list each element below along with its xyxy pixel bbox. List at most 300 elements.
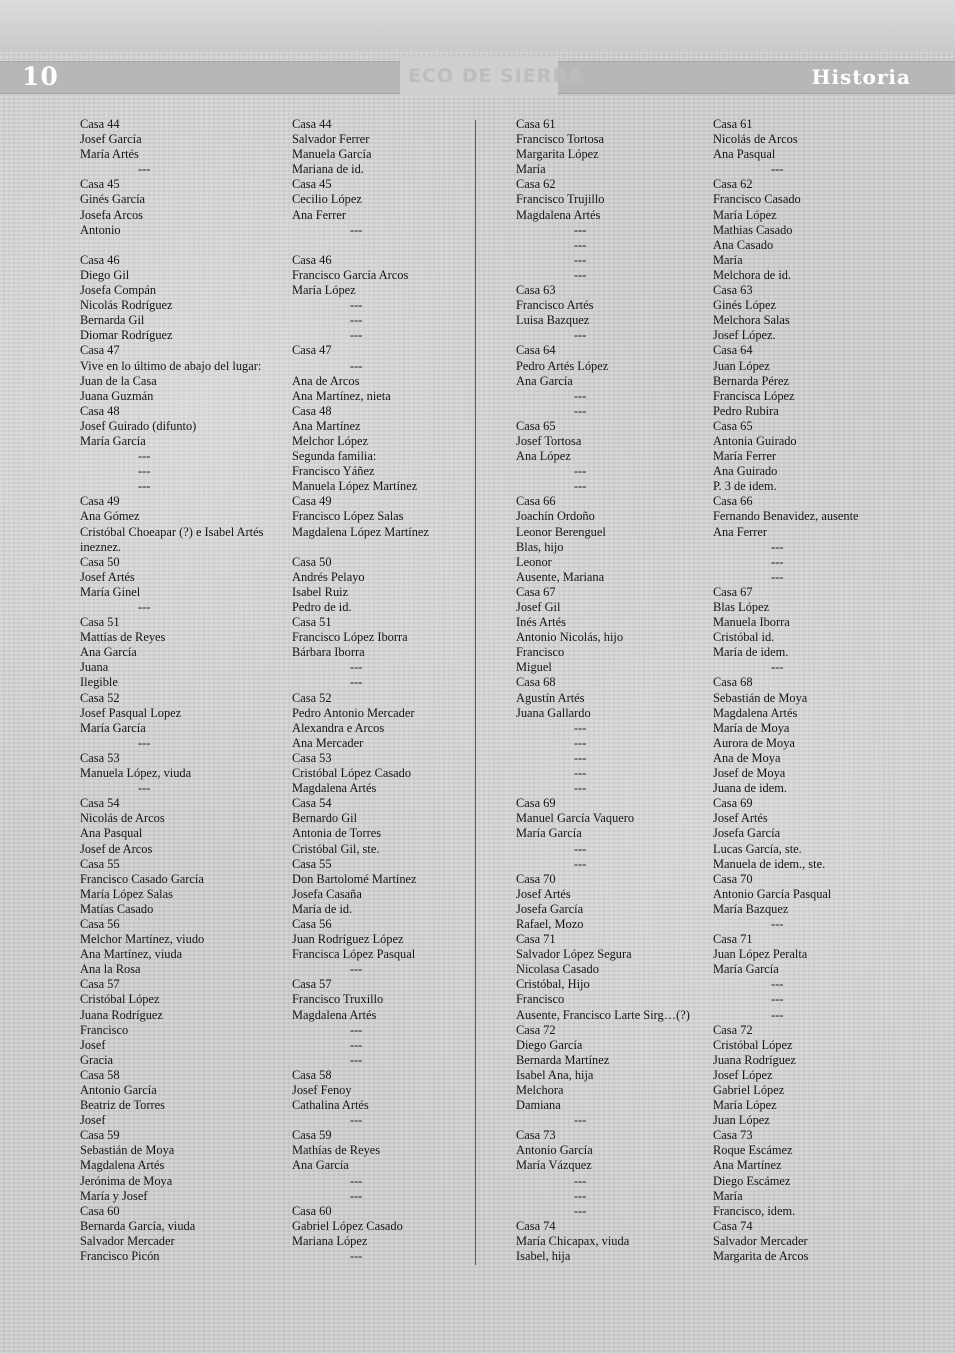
- empty-entry-dash: ---: [138, 479, 151, 494]
- resident-entry: Ana Pasqual: [713, 147, 776, 162]
- house-heading: Casa 65: [516, 418, 556, 433]
- house-heading: Casa 74: [713, 1218, 753, 1233]
- resident-entry: Magdalena López Martínez: [292, 524, 429, 539]
- resident-entry: Antonia Guirado: [713, 433, 797, 448]
- house-heading: Casa 74: [516, 1218, 556, 1233]
- house-heading: Casa 65: [713, 418, 753, 433]
- resident-entry: Roque Escámez: [713, 1143, 793, 1158]
- resident-entry: Josef Pasqual Lopez: [80, 705, 182, 720]
- resident-entry: Aurora de Moya: [713, 735, 795, 750]
- house-heading: Casa 66: [516, 494, 556, 509]
- resident-entry: Cristóbal id.: [713, 630, 775, 645]
- resident-entry: Manuela García: [292, 147, 372, 162]
- resident-entry: Antonia de Torres: [292, 826, 382, 841]
- resident-entry: Juana Gallardo: [516, 705, 591, 720]
- resident-entry: María Ferrer: [713, 449, 776, 464]
- empty-entry-dash: ---: [350, 1113, 363, 1128]
- resident-entry: Bernarda Martínez: [516, 1052, 610, 1067]
- resident-entry: Mathias Casado: [713, 222, 793, 237]
- resident-entry: Diomar Rodríguez: [80, 328, 173, 343]
- empty-entry-dash: ---: [771, 1007, 784, 1022]
- resident-entry: Josefa Arcos: [80, 207, 143, 222]
- resident-entry: Juana Rodríguez: [713, 1052, 796, 1067]
- resident-entry: Salvador López Segura: [516, 947, 632, 962]
- resident-entry: Manuela López Martínez: [292, 479, 418, 494]
- resident-entry: Francisco: [516, 645, 565, 660]
- empty-entry-dash: ---: [574, 1203, 587, 1218]
- house-heading: Casa 67: [713, 584, 753, 599]
- resident-entry: Alexandra e Arcos: [292, 720, 385, 735]
- resident-entry: Francisco: [80, 1022, 129, 1037]
- resident-entry: Antonio: [80, 222, 121, 237]
- house-heading: Casa 60: [292, 1203, 332, 1218]
- resident-entry: Joachín Ordoño: [516, 509, 595, 524]
- resident-entry: Cristóbal López Casado: [292, 766, 412, 781]
- resident-entry: Josefa Compán: [80, 283, 157, 298]
- resident-entry: María de id.: [292, 901, 353, 916]
- section-title: Historia: [811, 65, 911, 89]
- resident-entry: Segunda familia:: [292, 449, 377, 464]
- house-heading: Casa 49: [292, 494, 332, 509]
- resident-entry: Magdalena Artés: [713, 705, 798, 720]
- resident-entry: Ana García: [80, 645, 137, 660]
- empty-entry-dash: ---: [350, 222, 363, 237]
- resident-entry: Gracia: [80, 1052, 114, 1067]
- empty-entry-dash: ---: [574, 1113, 587, 1128]
- resident-entry: Josefa García: [713, 826, 781, 841]
- resident-entry: Bárbara Iborra: [292, 645, 365, 660]
- house-heading: Casa 59: [80, 1128, 120, 1143]
- resident-entry: Isabel Ruiz: [292, 584, 349, 599]
- house-heading: Casa 63: [713, 283, 753, 298]
- empty-entry-dash: ---: [350, 328, 363, 343]
- empty-entry-dash: ---: [574, 403, 587, 418]
- empty-entry-dash: ---: [350, 298, 363, 313]
- resident-entry: María y Josef: [80, 1188, 148, 1203]
- resident-entry: Margarita López: [516, 147, 599, 162]
- empty-entry-dash: ---: [574, 1173, 587, 1188]
- resident-entry: Cristóbal, Hijo: [516, 977, 590, 992]
- resident-entry: Agustín Artés: [516, 690, 585, 705]
- resident-entry: María Ginel: [80, 584, 141, 599]
- resident-entry: Vive en lo último de abajo del lugar:: [80, 358, 262, 373]
- resident-entry: Josef Tortosa: [516, 433, 582, 448]
- empty-entry-dash: ---: [771, 539, 784, 554]
- resident-entry: Mathías de Reyes: [292, 1143, 381, 1158]
- house-heading: Casa 44: [80, 117, 120, 131]
- house-heading: Casa 52: [80, 690, 120, 705]
- resident-entry: Sebastián de Moya: [80, 1143, 175, 1158]
- resident-entry: María: [713, 252, 743, 267]
- resident-entry: Melchora: [516, 1083, 564, 1097]
- resident-entry: María de Moya: [713, 720, 790, 735]
- resident-entry: Manuel García Vaquero: [516, 811, 635, 826]
- house-heading: Casa 57: [80, 977, 120, 992]
- resident-entry: Francisca López Pasqual: [292, 947, 416, 962]
- resident-entry: Cristóbal Choeapar (?) e Isabel Artés ineznez.: [80, 524, 264, 554]
- resident-entry: María García: [516, 826, 582, 841]
- resident-entry: Josef de Arcos: [80, 841, 153, 856]
- empty-entry-dash: ---: [350, 962, 363, 977]
- resident-entry: Mariana López: [292, 1233, 368, 1248]
- resident-entry: Isabel, hija: [516, 1249, 571, 1264]
- empty-entry-dash: ---: [350, 1173, 363, 1188]
- house-heading: Casa 56: [292, 916, 332, 931]
- empty-entry-dash: ---: [574, 841, 587, 856]
- house-heading: Casa 47: [292, 343, 332, 358]
- top-paper-band: [0, 0, 955, 52]
- empty-entry-dash: ---: [574, 479, 587, 494]
- resident-entry: María López Salas: [80, 886, 173, 901]
- resident-entry: Diego Gil: [80, 267, 130, 282]
- empty-entry-dash: ---: [138, 735, 151, 750]
- empty-entry-dash: ---: [574, 856, 587, 871]
- resident-entry: Francisco, idem.: [713, 1203, 796, 1218]
- house-heading: Casa 51: [80, 615, 120, 630]
- resident-entry: Francisco Picón: [80, 1249, 160, 1264]
- house-heading: Casa 62: [713, 177, 753, 192]
- house-heading: Casa 64: [516, 343, 556, 358]
- resident-entry: Magdalena Artés: [80, 1158, 165, 1173]
- resident-entry: Andrés Pelayo: [292, 569, 365, 584]
- house-heading: Casa 54: [292, 796, 332, 811]
- resident-entry: Ana la Rosa: [80, 962, 141, 977]
- resident-entry: Ana García: [292, 1158, 349, 1173]
- resident-entry: Ana Casado: [713, 237, 774, 252]
- empty-entry-dash: ---: [138, 600, 151, 614]
- resident-entry: Magdalena Artés: [292, 781, 377, 796]
- column-4: [713, 117, 913, 1264]
- house-heading: Casa 66: [713, 494, 753, 509]
- resident-entry: Salvador Ferrer: [292, 132, 370, 147]
- empty-entry-dash: ---: [574, 328, 587, 343]
- resident-entry: Cristóbal López: [80, 992, 160, 1007]
- house-heading: Casa 53: [80, 750, 120, 765]
- resident-entry: [80, 238, 285, 253]
- resident-entry: Don Bartolomé Martínez: [292, 871, 417, 886]
- resident-entry: Josef López: [713, 1067, 773, 1082]
- resident-entry: Ilegible: [80, 675, 118, 690]
- resident-entry: [292, 540, 470, 555]
- resident-entry: Ana Pasqual: [80, 826, 143, 841]
- house-heading: Casa 53: [292, 750, 332, 765]
- resident-entry: Nicolás de Arcos: [80, 811, 165, 826]
- resident-entry: Francisco Casado García: [80, 871, 204, 886]
- resident-entry: Inés Artés: [516, 615, 566, 630]
- resident-entry: Josef Artés: [713, 811, 768, 826]
- house-heading: Casa 68: [516, 675, 556, 690]
- resident-entry: Josef López.: [713, 328, 776, 343]
- resident-entry: Josef Artés: [80, 569, 135, 584]
- empty-entry-dash: ---: [574, 267, 587, 282]
- resident-entry: Ginés García: [80, 192, 146, 207]
- resident-entry: Manuela López, viuda: [80, 766, 192, 781]
- empty-entry-dash: ---: [350, 1037, 363, 1052]
- resident-entry: Francisco Casado: [713, 192, 801, 207]
- resident-entry: Mattías de Reyes: [80, 630, 166, 645]
- resident-entry: P. 3 de idem.: [713, 479, 777, 494]
- resident-entry: Diego García: [516, 1037, 583, 1052]
- resident-entry: Gabriel López Casado: [292, 1218, 403, 1233]
- empty-entry-dash: ---: [350, 660, 363, 675]
- resident-entry: Francisca López: [713, 388, 795, 403]
- resident-entry: Ana de Moya: [713, 750, 781, 765]
- resident-entry: Juan de la Casa: [80, 373, 157, 388]
- house-heading: Casa 52: [292, 690, 332, 705]
- empty-entry-dash: ---: [138, 162, 151, 177]
- resident-entry: Francisco Truxillo: [292, 992, 384, 1007]
- resident-entry: Antonio Nicolás, hijo: [516, 630, 624, 645]
- empty-entry-dash: ---: [574, 222, 587, 237]
- resident-entry: Juan López: [713, 358, 770, 373]
- resident-entry: Ana Martínez, nieta: [292, 388, 391, 403]
- house-heading: Casa 62: [516, 177, 556, 192]
- resident-entry: Melchor López: [292, 433, 369, 448]
- empty-entry-dash: ---: [574, 388, 587, 403]
- resident-entry: Bernardo Gil: [292, 811, 358, 826]
- house-heading: Casa 72: [713, 1022, 753, 1037]
- resident-entry: [292, 238, 470, 253]
- resident-entry: Blas López: [713, 600, 770, 614]
- resident-entry: Bernarda García, viuda: [80, 1218, 196, 1233]
- empty-entry-dash: ---: [574, 750, 587, 765]
- resident-entry: Pedro Rubira: [713, 403, 779, 418]
- resident-entry: Ana Ferrer: [713, 524, 768, 539]
- resident-entry: Ana Martínez: [292, 418, 361, 433]
- resident-entry: Lucas García, ste.: [713, 841, 802, 856]
- resident-entry: Fernando Benavidez, ausente: [713, 509, 859, 524]
- house-heading: Casa 44: [292, 117, 332, 131]
- resident-entry: Francisco Artés: [516, 298, 594, 313]
- resident-entry: Margarita de Arcos: [713, 1249, 809, 1264]
- resident-entry: Salvador Mercader: [80, 1233, 175, 1248]
- resident-entry: Luisa Bazquez: [516, 313, 590, 328]
- house-heading: Casa 71: [713, 932, 753, 947]
- house-heading: Casa 68: [713, 675, 753, 690]
- resident-entry: Antonio García: [80, 1083, 157, 1097]
- house-heading: Casa 51: [292, 615, 332, 630]
- resident-entry: Ana García: [516, 373, 573, 388]
- resident-entry: Nicolás de Arcos: [713, 132, 798, 147]
- resident-entry: Salvador Mercader: [713, 1233, 808, 1248]
- house-heading: Casa 69: [516, 796, 556, 811]
- resident-entry: Francisco Tortosa: [516, 132, 605, 147]
- house-heading: Casa 47: [80, 343, 120, 358]
- masthead-logo-text: ECO DE SIERRA: [408, 65, 584, 87]
- resident-entry: Magdalena Artés: [292, 1007, 377, 1022]
- resident-entry: Ausente, Francisco Larte Sirg…(?): [516, 1007, 690, 1022]
- resident-entry: Josef: [80, 1113, 106, 1128]
- column-2: [292, 117, 470, 1264]
- resident-entry: Juana de idem.: [713, 781, 787, 796]
- resident-entry: Juan López Peralta: [713, 947, 808, 962]
- resident-entry: María: [516, 162, 546, 177]
- resident-entry: Juana: [80, 660, 109, 675]
- empty-entry-dash: ---: [350, 675, 363, 690]
- house-heading: Casa 55: [80, 856, 120, 871]
- resident-entry: Jerónima de Moya: [80, 1173, 173, 1188]
- resident-entry: Ana Martínez: [713, 1158, 782, 1173]
- resident-entry: Ana Ferrer: [292, 207, 347, 222]
- resident-entry: María García: [713, 962, 779, 977]
- resident-entry: María de idem.: [713, 645, 789, 660]
- resident-entry: Melchor Martínez, viudo: [80, 932, 205, 947]
- house-heading: Casa 70: [713, 871, 753, 886]
- resident-entry: Magdalena Artés: [516, 207, 601, 222]
- house-heading: Casa 50: [292, 554, 332, 569]
- resident-entry: María López: [713, 207, 777, 222]
- empty-entry-dash: ---: [771, 569, 784, 584]
- resident-entry: Pedro de id.: [292, 600, 352, 614]
- resident-entry: Ginés López: [713, 298, 776, 313]
- resident-entry: Bernarda Pérez: [713, 373, 790, 388]
- house-heading: Casa 49: [80, 494, 120, 509]
- resident-entry: María Vázquez: [516, 1158, 592, 1173]
- house-heading: Casa 56: [80, 916, 120, 931]
- resident-entry: Antonio García: [516, 1143, 593, 1158]
- resident-entry: Cristóbal Gil, ste.: [292, 841, 380, 856]
- resident-entry: Manuela de idem., ste.: [713, 856, 826, 871]
- house-heading: Casa 64: [713, 343, 753, 358]
- resident-entry: Leonor Berenguel: [516, 524, 606, 539]
- house-heading: Casa 58: [80, 1067, 120, 1082]
- house-heading: Casa 45: [292, 177, 332, 192]
- resident-entry: Josef Artés: [516, 886, 571, 901]
- resident-entry: Manuela Iborra: [713, 615, 790, 630]
- house-heading: Casa 61: [713, 117, 753, 131]
- resident-entry: Francisco: [516, 992, 565, 1007]
- resident-entry: Ana Gómez: [80, 509, 140, 524]
- resident-entry: Gabriel López: [713, 1083, 785, 1097]
- empty-entry-dash: ---: [574, 237, 587, 252]
- resident-entry: Cecilio López: [292, 192, 362, 207]
- resident-entry: Matías Casado: [80, 901, 154, 916]
- resident-entry: Josef García: [80, 132, 142, 147]
- empty-entry-dash: ---: [350, 1022, 363, 1037]
- resident-entry: María Bazquez: [713, 901, 789, 916]
- house-heading: Casa 45: [80, 177, 120, 192]
- resident-entry: Juana Guzmán: [80, 388, 154, 403]
- empty-entry-dash: ---: [771, 660, 784, 675]
- house-heading: Casa 57: [292, 977, 332, 992]
- house-heading: Casa 46: [292, 252, 332, 267]
- house-heading: Casa 67: [516, 584, 556, 599]
- resident-entry: Sebastián de Moya: [713, 690, 808, 705]
- resident-entry: Leonor: [516, 554, 552, 569]
- house-heading: Casa 73: [713, 1128, 753, 1143]
- resident-entry: Ana Guirado: [713, 464, 778, 479]
- empty-entry-dash: ---: [574, 252, 587, 267]
- resident-entry: Juan López: [713, 1113, 770, 1128]
- resident-entry: María López: [713, 1098, 777, 1113]
- resident-entry: Josef Gil: [516, 600, 561, 614]
- house-heading: Casa 55: [292, 856, 332, 871]
- empty-entry-dash: ---: [350, 313, 363, 328]
- resident-entry: Melchora de id.: [713, 267, 792, 282]
- empty-entry-dash: ---: [574, 720, 587, 735]
- page-number: 10: [22, 62, 59, 91]
- resident-entry: Pedro Antonio Mercader: [292, 705, 415, 720]
- house-heading: Casa 71: [516, 932, 556, 947]
- resident-entry: Ana Mercader: [292, 735, 364, 750]
- resident-entry: María López: [292, 283, 356, 298]
- resident-entry: Josef de Moya: [713, 766, 786, 781]
- house-heading: Casa 48: [292, 403, 332, 418]
- empty-entry-dash: ---: [771, 992, 784, 1007]
- resident-entry: Francisco Trujillo: [516, 192, 605, 207]
- empty-entry-dash: ---: [771, 916, 784, 931]
- resident-entry: María García: [80, 433, 146, 448]
- resident-entry: Bernarda Gil: [80, 313, 145, 328]
- house-heading: Casa 63: [516, 283, 556, 298]
- resident-entry: Cathalina Artés: [292, 1098, 369, 1113]
- resident-entry: Francisco Yáñez: [292, 464, 375, 479]
- empty-entry-dash: ---: [350, 1052, 363, 1067]
- resident-entry: Francisco García Arcos: [292, 267, 409, 282]
- resident-entry: Francisco López Salas: [292, 509, 404, 524]
- empty-entry-dash: ---: [574, 781, 587, 796]
- house-heading: Casa 54: [80, 796, 120, 811]
- column-3: [516, 117, 706, 1264]
- empty-entry-dash: ---: [574, 735, 587, 750]
- resident-entry: Josef: [80, 1037, 106, 1052]
- empty-entry-dash: ---: [350, 1249, 363, 1264]
- resident-entry: Josef Guirado (difunto): [80, 418, 197, 433]
- house-heading: Casa 50: [80, 554, 120, 569]
- empty-entry-dash: ---: [574, 464, 587, 479]
- house-heading: Casa 69: [713, 796, 753, 811]
- resident-entry: Nicolasa Casado: [516, 962, 599, 977]
- house-heading: Casa 60: [80, 1203, 120, 1218]
- resident-entry: Ana de Arcos: [292, 373, 360, 388]
- resident-entry: Damiana: [516, 1098, 561, 1113]
- resident-entry: Josefa Casaña: [292, 886, 362, 901]
- column-divider: [475, 120, 476, 1265]
- resident-entry: María García: [80, 720, 146, 735]
- house-heading: Casa 73: [516, 1128, 556, 1143]
- house-heading: Casa 58: [292, 1067, 332, 1082]
- empty-entry-dash: ---: [350, 358, 363, 373]
- resident-entry: Miguel: [516, 660, 552, 675]
- empty-entry-dash: ---: [138, 464, 151, 479]
- resident-entry: Rafael, Mozo: [516, 916, 584, 931]
- resident-entry: Pedro Artés López: [516, 358, 609, 373]
- house-heading: Casa 48: [80, 403, 120, 418]
- resident-entry: Ausente, Mariana: [516, 569, 605, 584]
- empty-entry-dash: ---: [138, 449, 151, 464]
- resident-entry: Josef Fenoy: [292, 1083, 352, 1097]
- house-heading: Casa 59: [292, 1128, 332, 1143]
- empty-entry-dash: ---: [138, 781, 151, 796]
- resident-entry: Ana Martínez, viuda: [80, 947, 183, 962]
- resident-entry: Juan Rodríguez López: [292, 932, 404, 947]
- house-heading: Casa 61: [516, 117, 556, 131]
- resident-entry: Melchora Salas: [713, 313, 790, 328]
- resident-entry: María Chicapax, viuda: [516, 1233, 630, 1248]
- resident-entry: Cristóbal López: [713, 1037, 793, 1052]
- empty-entry-dash: ---: [574, 1188, 587, 1203]
- resident-entry: Isabel Ana, hija: [516, 1067, 594, 1082]
- empty-entry-dash: ---: [350, 1188, 363, 1203]
- resident-entry: Mariana de id.: [292, 162, 364, 177]
- resident-entry: Antonio García Pasqual: [713, 886, 832, 901]
- resident-entry: Blas, hijo: [516, 539, 564, 554]
- resident-entry: María: [713, 1188, 743, 1203]
- resident-entry: Juana Rodríguez: [80, 1007, 163, 1022]
- column-1: [80, 117, 285, 1264]
- resident-entry: Ana López: [516, 449, 571, 464]
- resident-entry: Josefa García: [516, 901, 584, 916]
